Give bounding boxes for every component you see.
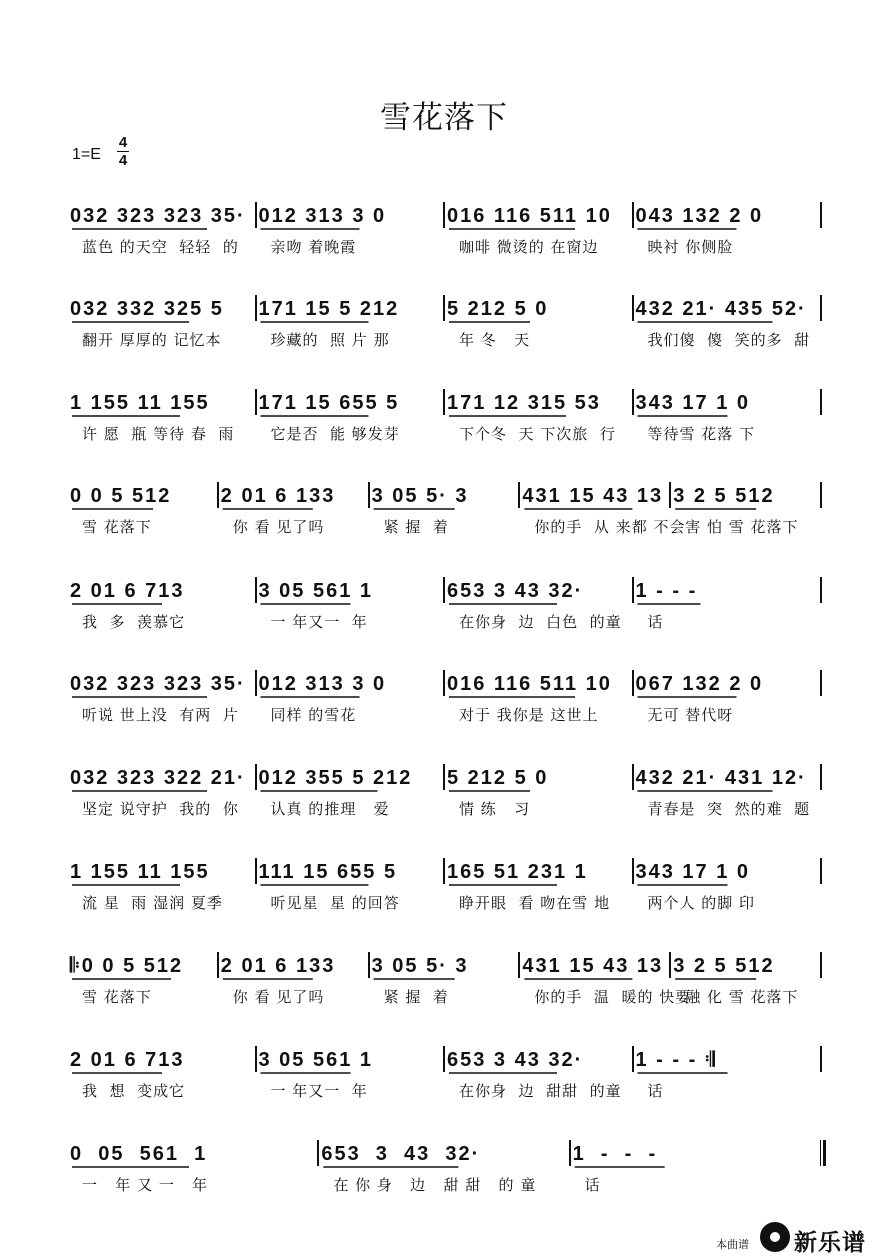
- measure-notes: 032 323 323 35·: [70, 673, 246, 695]
- measure-notes: 432 21· 435 52·: [635, 298, 807, 320]
- footer-brand: 新乐谱: [794, 1230, 866, 1256]
- measure-notes: 653 3 43 32·: [447, 580, 584, 602]
- measure-lyric: 紧 握 着: [383, 988, 449, 1006]
- measure-notes: 165 51 231 1: [447, 861, 588, 883]
- measure-lyric: 下个冬 天 下次旅 行: [459, 425, 616, 443]
- measure-lyric: 你 看 见了吗: [232, 988, 325, 1006]
- measure-lyric: 坚定 说守护 我的 你: [82, 800, 239, 818]
- measure-lyric: 我们傻 傻 笑的多 甜: [647, 331, 811, 349]
- measure-lyric: 在 你 身 边 甜 甜 的 童: [333, 1176, 537, 1194]
- measure-notes: 012 313 3 0: [258, 205, 387, 227]
- measure-notes: 2 01 6 133: [220, 485, 336, 507]
- measure-lyric: 我 想 变成它: [82, 1082, 186, 1100]
- measure-notes: 0 0 5 512: [70, 485, 172, 507]
- measure-notes: 1 - - -: [635, 580, 698, 602]
- score-line: [0, 852, 888, 922]
- measure-lyric: 珍藏的 照 片 那: [270, 331, 390, 349]
- measure-notes: 016 116 511 10: [447, 673, 612, 695]
- measure-lyric: 话: [584, 1176, 601, 1194]
- measure-lyric: 在你身 边 甜甜 的童: [459, 1082, 622, 1100]
- measure-notes: 171 12 315 53: [447, 392, 601, 414]
- measure-lyric: 听说 世上没 有两 片: [82, 706, 239, 724]
- measure-lyric: 话: [647, 1082, 664, 1100]
- measure-notes: 𝄆0 0 5 512: [70, 955, 184, 977]
- measure-lyric: 咖啡 微烫的 在窗边: [459, 238, 599, 256]
- measure-notes: 032 332 325 5: [70, 298, 224, 320]
- measure-lyric: 你的手 温 暖的 快要: [534, 988, 692, 1006]
- measure-notes: 3 05 561 1: [258, 580, 374, 602]
- beam-lines: [0, 852, 888, 888]
- measure-lyric: 你的手 从 来都 不会: [534, 518, 686, 536]
- measure-notes: 012 313 3 0: [258, 673, 387, 695]
- measure-notes: 1 - - - 𝄇: [635, 1049, 717, 1071]
- measure-lyric: 映衬 你侧脸: [647, 238, 734, 256]
- measure-notes: 043 132 2 0: [635, 205, 764, 227]
- measure-lyric: 一 年 又 一 年: [82, 1176, 209, 1194]
- measure-lyric: 害 怕 雪 花落下: [685, 518, 799, 536]
- measure-notes: 343 17 1 0: [635, 392, 751, 414]
- measure-notes: 653 3 43 32·: [447, 1049, 584, 1071]
- measure-lyric: 你 看 见了吗: [232, 518, 325, 536]
- measure-notes: 2 01 6 713: [70, 580, 185, 602]
- measure-lyric: 许 愿 瓶 等待 春 雨: [82, 425, 235, 443]
- measure-lyric: 一 年又一 年: [270, 613, 368, 631]
- score-line: [0, 196, 888, 266]
- time-signature: [116, 134, 130, 169]
- measure-notes: 5 212 5 0: [447, 767, 549, 789]
- footer-caption: 本曲谱: [716, 1238, 749, 1251]
- time-signature-bottom: 4: [118, 152, 128, 169]
- measure-lyric: 融 化 雪 花落下: [685, 988, 799, 1006]
- measure-notes: 012 355 5 212: [258, 767, 413, 789]
- measure-notes: 032 323 322 21·: [70, 767, 246, 789]
- measure-notes: 1 - - -: [572, 1143, 658, 1165]
- measure-lyric: 两个人 的脚 印: [647, 894, 756, 912]
- measure-lyric: 等待雪 花落 下: [647, 425, 756, 443]
- measure-lyric: 无可 替代呀: [647, 706, 734, 724]
- measure-lyric: 它是否 能 够发芽: [270, 425, 400, 443]
- beam-lines: [0, 1040, 888, 1076]
- score-line: [0, 1134, 888, 1204]
- measure-notes: 032 323 323 35·: [70, 205, 246, 227]
- beam-lines: [0, 758, 888, 794]
- beam-lines: [0, 664, 888, 700]
- beam-lines: [0, 383, 888, 419]
- measure-lyric: 亲吻 着晚霞: [270, 238, 357, 256]
- beam-lines: [0, 1134, 888, 1170]
- beam-lines: [0, 476, 888, 512]
- measure-lyric: 紧 握 着: [383, 518, 449, 536]
- measure-notes: 0 05 561 1: [70, 1143, 208, 1165]
- measure-lyric: 情 练 习: [459, 800, 531, 818]
- measure-lyric: 我 多 羡慕它: [82, 613, 186, 631]
- measure-notes: 1 155 11 155: [70, 392, 210, 414]
- logo-disc-icon: [760, 1222, 790, 1252]
- measure-lyric: 听见星 星 的回答: [270, 894, 400, 912]
- measure-lyric: 雪 花落下: [82, 518, 152, 536]
- beam-lines: [0, 196, 888, 232]
- measure-notes: 016 116 511 10: [447, 205, 612, 227]
- score-line: [0, 571, 888, 641]
- time-signature-top: 4: [118, 134, 128, 151]
- score-line: [0, 946, 888, 1016]
- measure-notes: 343 17 1 0: [635, 861, 751, 883]
- beam-lines: [0, 946, 888, 982]
- beam-lines: [0, 289, 888, 325]
- measure-notes: 431 15 43 13: [522, 485, 664, 507]
- measure-lyric: 在你身 边 白色 的童: [459, 613, 622, 631]
- measure-notes: 171 15 655 5: [258, 392, 400, 414]
- measure-notes: 3 05 561 1: [258, 1049, 374, 1071]
- measure-lyric: 话: [647, 613, 664, 631]
- score-line: [0, 476, 888, 546]
- score-line: [0, 383, 888, 453]
- measure-notes: 432 21· 431 12·: [635, 767, 807, 789]
- measure-lyric: 一 年又一 年: [270, 1082, 368, 1100]
- measure-lyric: 翻开 厚厚的 记忆本: [82, 331, 222, 349]
- measure-notes: 111 15 655 5: [258, 861, 398, 883]
- measure-notes: 1 155 11 155: [70, 861, 210, 883]
- measure-notes: 171 15 5 212: [258, 298, 400, 320]
- score-line: [0, 664, 888, 734]
- measure-notes: 2 01 6 133: [220, 955, 336, 977]
- measure-notes: 431 15 43 13: [522, 955, 664, 977]
- measure-notes: 2 01 6 713: [70, 1049, 185, 1071]
- measure-lyric: 睁开眼 看 吻在雪 地: [459, 894, 611, 912]
- measure-notes: 3 2 5 512: [673, 485, 775, 507]
- measure-lyric: 认真 的推理 爱: [270, 800, 390, 818]
- score-line: [0, 1040, 888, 1110]
- beam-lines: [0, 571, 888, 607]
- measure-lyric: 对于 我你是 这世上: [459, 706, 599, 724]
- measure-lyric: 同样 的雪花: [270, 706, 357, 724]
- measure-lyric: 流 星 雨 湿润 夏季: [82, 894, 223, 912]
- measure-notes: 3 05 5· 3: [371, 955, 469, 977]
- measure-notes: 653 3 43 32·: [321, 1143, 481, 1165]
- score-line: [0, 758, 888, 828]
- measure-lyric: 年 冬 天: [459, 331, 531, 349]
- measure-notes: 3 2 5 512: [673, 955, 775, 977]
- score-line: [0, 289, 888, 359]
- measure-lyric: 青春是 突 然的难 题: [647, 800, 811, 818]
- measure-notes: 5 212 5 0: [447, 298, 549, 320]
- measure-notes: 3 05 5· 3: [371, 485, 469, 507]
- measure-lyric: 雪 花落下: [82, 988, 152, 1006]
- measure-lyric: 蓝色 的天空 轻轻 的: [82, 238, 239, 256]
- measure-notes: 067 132 2 0: [635, 673, 764, 695]
- page-title: 雪花落下: [380, 100, 508, 136]
- key-signature: 1=E: [72, 146, 101, 163]
